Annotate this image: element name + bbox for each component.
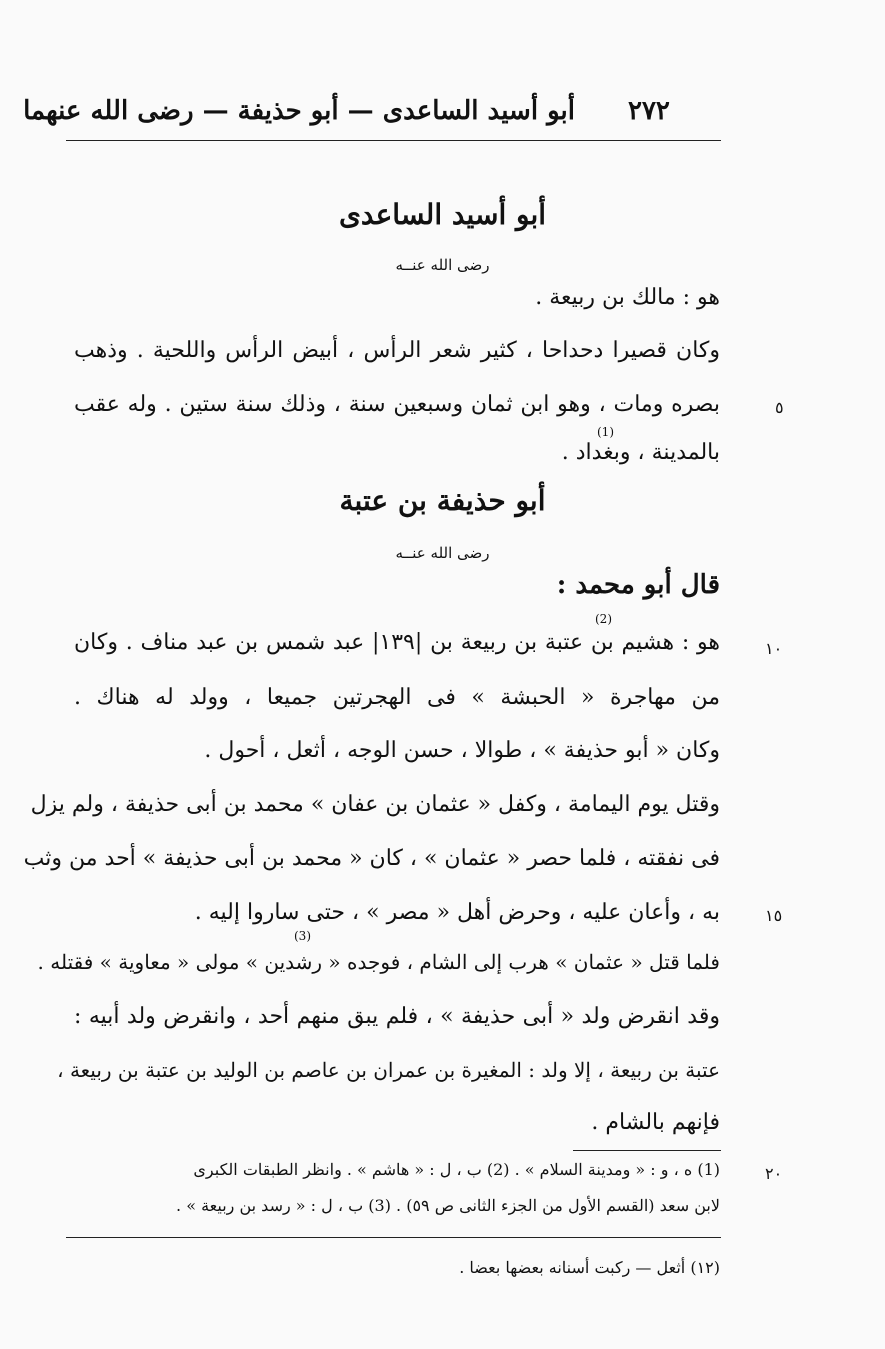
footer-rule <box>66 1237 721 1238</box>
text-line: فإنهم بالشام . <box>591 1110 720 1135</box>
section-subtitle-2: رضى الله عنــه <box>395 544 490 562</box>
footnote-mark: (2) <box>595 612 612 626</box>
footnote-line: لابن سعد (القسم الأول من الجزء الثانى ص ٥٩) . (3) ب ، ل : « رسد بن ربيعة » . <box>176 1196 720 1215</box>
text-line: به ، وأعان عليه ، وحرض أهل « مصر » ، حتى ساروا إليه . <box>194 900 720 925</box>
section-subtitle-1: رضى الله عنــه <box>395 256 490 274</box>
text-line: بالمدينة ، وبغداد . <box>561 440 720 465</box>
margin-line-number: ١٥ <box>765 906 783 925</box>
text-line: فلما قتل « عثمان » هرب إلى الشام ، فوجده « رشدين » مولى « معاوية » فقتله . <box>37 950 720 974</box>
text-line: هو : هشيم بن عتبة بن ربيعة بن |١٣٩| عبد شمس بن عبد مناف . وكان <box>74 630 720 655</box>
margin-line-number: ١٠ <box>765 639 783 658</box>
page-number: ٢٧٢ <box>628 96 670 126</box>
text-line: وقتل يوم اليمامة ، وكفل « عثمان بن عفان » محمد بن أبى حذيفة ، ولم يزل <box>30 792 720 817</box>
gloss-note: (١٢) أثعل — ركبت أسنانه بعضها بعضا . <box>459 1258 720 1277</box>
footnote-separator <box>573 1150 721 1151</box>
text-line: من مهاجرة « الحبشة » فى الهجرتين جميعا ، وولد له هناك . <box>74 685 720 710</box>
text-line: فى نفقته ، فلما حصر « عثمان » ، كان « محمد بن أبى حذيفة » أحد من وثب <box>23 846 720 871</box>
text-line: عتبة بن ربيعة ، إلا ولد : المغيرة بن عمران بن عاصم بن الوليد بن عتبة بن ربيعة ، <box>57 1058 720 1082</box>
header-rule <box>66 140 721 141</box>
text-line: وقد انقرض ولد « أبى حذيفة » ، فلم يبق منهم أحد ، وانقرض ولد أبيه : <box>74 1004 720 1029</box>
footnote-mark: (1) <box>597 425 614 439</box>
footnote-mark: (3) <box>294 929 311 943</box>
running-title: أبو أسيد الساعدى — أبو حذيفة — رضى الله عنهما <box>23 96 575 126</box>
margin-line-number: ٥ <box>775 398 784 417</box>
text-line: هو : مالك بن ربيعة . <box>535 285 720 310</box>
text-line: بصره ومات ، وهو ابن ثمان وسبعين سنة ، وذلك سنة ستين . وله عقب <box>74 392 720 417</box>
margin-line-number: ٢٠ <box>765 1164 783 1183</box>
text-line-intro: قال أبو محمد : <box>556 570 720 600</box>
text-line: وكان قصيرا دحداحا ، كثير شعر الرأس ، أبيض الرأس واللحية . وذهب <box>74 338 720 363</box>
section-title-abu-hudhayfa: أبو حذيفة بن عتبة <box>339 484 546 517</box>
text-line: وكان « أبو حذيفة » ، طوالا ، حسن الوجه ، أثعل ، أحول . <box>204 738 720 763</box>
footnote-line: (1) ه ، و : « ومدينة السلام » . (2) ب ، ل : « هاشم » . وانظر الطبقات الكبرى <box>193 1160 720 1179</box>
section-title-abu-usayd: أبو أسيد الساعدى <box>338 198 547 231</box>
